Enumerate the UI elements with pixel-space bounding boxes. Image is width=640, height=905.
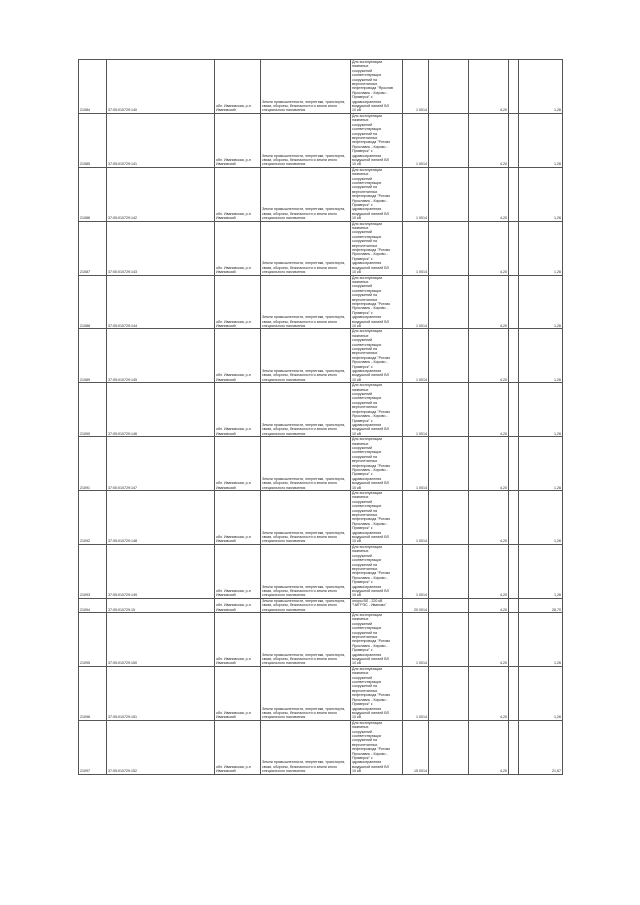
value-cell: 1,26 xyxy=(519,612,563,666)
area-cell: 15 0014 xyxy=(403,720,429,774)
cadastral-number-cell: 37:05:010729:145 xyxy=(107,329,215,383)
land-category-cell: Земли промышленности, энергетики, транспорта, связи, обороны, безопасности и земли иного специального назначения xyxy=(261,383,351,437)
area-cell: 1 0014 xyxy=(403,275,429,329)
value-cell: 1,26 xyxy=(519,437,563,491)
table-row xyxy=(79,666,563,720)
value-cell: 1,26 xyxy=(519,275,563,329)
value-cell: 1,26 xyxy=(519,544,563,598)
rate-cell: 4,20 xyxy=(469,720,509,774)
rate-cell: 4,20 xyxy=(469,598,509,612)
rate-cell: 4,20 xyxy=(469,666,509,720)
cadastral-number-cell: 37:05:010729:143 xyxy=(107,221,215,275)
address-cell: обл. Ивановская, р-н Ивановский xyxy=(215,598,261,612)
rate-cell: 4,20 xyxy=(469,113,509,167)
empty-cell xyxy=(429,666,469,720)
area-cell: 1 0014 xyxy=(403,167,429,221)
value-cell: 1,26 xyxy=(519,329,563,383)
code-cell: 21091 xyxy=(79,437,107,491)
area-cell: 1 0014 xyxy=(403,113,429,167)
purpose-cell: Для эксплуатации наземных сооружений соответствующих сооружений на вертолетанных нефтепровода "Ротово Ярославль - Кирово - Примерск" с здравоохранения воздушной линией ВЛ 10 кВ xyxy=(351,491,403,545)
empty-cell xyxy=(429,383,469,437)
table-row xyxy=(79,167,563,221)
area-cell: 1 0014 xyxy=(403,329,429,383)
purpose-cell: Для эксплуатации наземных сооружений соответствующих сооружений на вертолетанных нефтепровода "Ярослав Ярославль - Кирово - Примерск" с здравоохранения воздушной линией ВЛ 10 кВ xyxy=(351,60,403,114)
empty-cell xyxy=(429,275,469,329)
address-cell: обл. Ивановская, р-н Ивановский xyxy=(215,720,261,774)
land-category-cell: Земли промышленности, энергетики, транспорта, связи, обороны, безопасности и земли иного специального назначения xyxy=(261,60,351,114)
cadastral-table xyxy=(78,59,563,775)
value-cell: 1,26 xyxy=(519,666,563,720)
value-cell: 1,26 xyxy=(519,221,563,275)
address-cell: обл. Ивановская, р-н Ивановский xyxy=(215,437,261,491)
area-cell: 20 0014 xyxy=(403,598,429,612)
value-cell: 26,70 xyxy=(519,598,563,612)
land-category-cell: Земли промышленности, энергетики, транспорта, связи, обороны, безопасности и земли иного специального назначения xyxy=(261,612,351,666)
area-cell: 1 0014 xyxy=(403,666,429,720)
value-cell: 1,26 xyxy=(519,167,563,221)
empty-cell xyxy=(509,491,519,545)
address-cell: обл. Ивановская, р-н Ивановский xyxy=(215,275,261,329)
purpose-cell: Для эксплуатации наземных сооружений соответствующих сооружений на вертолетанных нефтепровода "Ротово Ярославль - Кирово - Примерск" с здравоохранения воздушной линией ВЛ 10 кВ xyxy=(351,329,403,383)
empty-cell xyxy=(429,544,469,598)
rate-cell: 4,20 xyxy=(469,221,509,275)
purpose-cell: Для эксплуатации наземных сооружений соответствующих сооружений на вертолетанных нефтепровода "Ротово Ярославль - Кирово - Примерск" с здравоохранения воздушной линией ВЛ 10 кВ xyxy=(351,383,403,437)
cadastral-number-cell: 37:05:010729:147 xyxy=(107,437,215,491)
cadastral-number-cell: 37:05:010729:144 xyxy=(107,275,215,329)
empty-cell xyxy=(509,113,519,167)
area-cell: 1 0014 xyxy=(403,612,429,666)
empty-cell xyxy=(429,221,469,275)
address-cell: обл. Ивановская, р-н Ивановский xyxy=(215,60,261,114)
cadastral-number-cell: 37:05:010729:149 xyxy=(107,544,215,598)
code-cell: 21085 xyxy=(79,113,107,167)
address-cell: обл. Ивановская, р-н Ивановский xyxy=(215,612,261,666)
value-cell: 1,26 xyxy=(519,383,563,437)
empty-cell xyxy=(509,329,519,383)
empty-cell xyxy=(429,437,469,491)
value-cell: 1,26 xyxy=(519,491,563,545)
purpose-cell: Для эксплуатации наземных сооружений соответствующих сооружений на вертолетанных нефтепровода "Ротово Ярославль - Кирово - Примерск" с здравоохранения воздушной линией ВЛ 10 кВ xyxy=(351,437,403,491)
rate-cell: 4,20 xyxy=(469,383,509,437)
code-cell: 21095 xyxy=(79,612,107,666)
empty-cell xyxy=(509,383,519,437)
purpose-cell: Для эксплуатации наземных сооружений соответствующих сооружений на вертолетанных нефтепровода "Ротово Ярославль - Кирово - Примерск" с здравоохранения воздушной линией ВЛ 10 кВ xyxy=(351,666,403,720)
address-cell: обл. Ивановская, р-н Ивановский xyxy=(215,544,261,598)
empty-cell xyxy=(509,720,519,774)
code-cell: 21089 xyxy=(79,329,107,383)
area-cell: 1 0014 xyxy=(403,544,429,598)
area-cell: 1 0014 xyxy=(403,60,429,114)
land-category-cell: Земли промышленности, энергетики, транспорта, связи, обороны, безопасности и земли иного специального назначения xyxy=(261,221,351,275)
land-category-cell: Земли промышленности, энергетики, транспорта, связи, обороны, безопасности и земли иного специального назначения xyxy=(261,491,351,545)
empty-cell xyxy=(509,60,519,114)
empty-cell xyxy=(509,167,519,221)
table-row xyxy=(79,437,563,491)
rate-cell: 4,20 xyxy=(469,612,509,666)
empty-cell xyxy=(509,544,519,598)
cadastral-number-cell: 37:05:010729:141 xyxy=(107,113,215,167)
empty-cell xyxy=(429,167,469,221)
table-row xyxy=(79,491,563,545)
rate-cell: 4,20 xyxy=(469,329,509,383)
land-category-cell: Земли промышленности, энергетики, транспорта, связи, обороны, безопасности и земли иного специального назначения xyxy=(261,544,351,598)
purpose-cell: Для эксплуатации наземных сооружений соответствующих сооружений на вертолетанных нефтепровода "Ротово Ярославль - Кирово - Примерск" с здравоохранения воздушной линией ВЛ 10 кВ xyxy=(351,167,403,221)
table-row xyxy=(79,329,563,383)
table-row xyxy=(79,60,563,114)
empty-cell xyxy=(509,598,519,612)
code-cell: 21088 xyxy=(79,275,107,329)
purpose-cell: Для эксплуатации наземных сооружений соответствующих сооружений на вертолетанных нефтепровода "Ротово Ярославль - Кирово - Примерск" с здравоохранения воздушной линией ВЛ 10 кВ xyxy=(351,113,403,167)
purpose-cell: опоры ВЛ - 220 кВ "ЧИГРЭС - Иваново" xyxy=(351,598,403,612)
purpose-cell: Для эксплуатации наземных сооружений соответствующих сооружений на вертолетанных нефтепровода "Ротово Ярославль - Кирово - Примерск" с здравоохранения воздушной линией ВЛ 10 кВ xyxy=(351,612,403,666)
code-cell: 21094 xyxy=(79,598,107,612)
address-cell: обл. Ивановская, р-н Ивановский xyxy=(215,666,261,720)
address-cell: обл. Ивановская, р-н Ивановский xyxy=(215,491,261,545)
code-cell: 21096 xyxy=(79,666,107,720)
address-cell: обл. Ивановская, р-н Ивановский xyxy=(215,221,261,275)
empty-cell xyxy=(429,113,469,167)
purpose-cell: Для эксплуатации наземных сооружений соответствующих сооружений на вертолетанных нефтепровода "Ротово Ярославль - Кирово - Примерск" с здравоохранения воздушной линией ВЛ 10 кВ xyxy=(351,544,403,598)
purpose-cell: Для эксплуатации наземных сооружений соответствующих сооружений на вертолетанных нефтепровода "Ротово Ярославль - Кирово - Примерск" с здравоохранения воздушной линией ВЛ 10 кВ xyxy=(351,221,403,275)
rate-cell: 4,20 xyxy=(469,491,509,545)
land-category-cell: Земли промышленности, энергетики, транспорта, связи, обороны, безопасности и земли иного специального назначения xyxy=(261,329,351,383)
table-row xyxy=(79,383,563,437)
purpose-cell: Для эксплуатации наземных сооружений соответствующих сооружений на вертолетанных нефтепровода "Ротово Ярославль - Кирово - Примерск" с здравоохранения воздушной линией ВЛ 10 кВ xyxy=(351,720,403,774)
empty-cell xyxy=(509,437,519,491)
rate-cell: 4,20 xyxy=(469,544,509,598)
cadastral-number-cell: 37:05:010729:150 xyxy=(107,612,215,666)
empty-cell xyxy=(429,612,469,666)
value-cell: 1,26 xyxy=(519,113,563,167)
area-cell: 1 0014 xyxy=(403,383,429,437)
land-category-cell: Земли промышленности, энергетики, транспорта, связи, обороны, безопасности и земли иного специального назначения xyxy=(261,275,351,329)
land-category-cell: Земли промышленности, энергетики, транспорта, связи, обороны, безопасности и земли иного специального назначения xyxy=(261,720,351,774)
code-cell: 21092 xyxy=(79,491,107,545)
empty-cell xyxy=(429,60,469,114)
cadastral-number-cell: 37:05:010729:142 xyxy=(107,167,215,221)
area-cell: 1 0014 xyxy=(403,437,429,491)
code-cell: 21090 xyxy=(79,383,107,437)
rate-cell: 4,20 xyxy=(469,437,509,491)
empty-cell xyxy=(429,598,469,612)
empty-cell xyxy=(509,612,519,666)
empty-cell xyxy=(429,491,469,545)
empty-cell xyxy=(509,275,519,329)
value-cell: 21,67 xyxy=(519,720,563,774)
address-cell: обл. Ивановская, р-н Ивановский xyxy=(215,383,261,437)
cadastral-number-cell: 37:05:010729:15 xyxy=(107,598,215,612)
cadastral-number-cell: 37:05:010729:148 xyxy=(107,491,215,545)
table-row xyxy=(79,221,563,275)
table-row xyxy=(79,598,563,612)
cadastral-number-cell: 37:05:010729:152 xyxy=(107,720,215,774)
empty-cell xyxy=(509,666,519,720)
rate-cell: 4,20 xyxy=(469,275,509,329)
purpose-cell: Для эксплуатации наземных сооружений соответствующих сооружений на вертолетанных нефтепровода "Ротово Ярославль - Кирово - Примерск" с здравоохранения воздушной линией ВЛ 10 кВ xyxy=(351,275,403,329)
table-row xyxy=(79,612,563,666)
empty-cell xyxy=(429,720,469,774)
address-cell: обл. Ивановская, р-н Ивановский xyxy=(215,167,261,221)
cadastral-number-cell: 37:05:010729:151 xyxy=(107,666,215,720)
empty-cell xyxy=(429,329,469,383)
rate-cell: 4,20 xyxy=(469,167,509,221)
table-row xyxy=(79,275,563,329)
address-cell: обл. Ивановская, р-н Ивановский xyxy=(215,329,261,383)
land-category-cell: Земли промышленности, энергетики, транспорта, связи, обороны, безопасности и земли иного специального назначения xyxy=(261,167,351,221)
address-cell: обл. Ивановская, р-н Ивановский xyxy=(215,113,261,167)
table-row xyxy=(79,113,563,167)
land-category-cell: Земли промышленности, энергетики, транспорта, связи, обороны, безопасности и земли иного специального назначения xyxy=(261,113,351,167)
land-category-cell: Земли промышленности, энергетики, транспорта, связи, обороны, безопасности и земли иного специального назначения xyxy=(261,598,351,612)
table-row xyxy=(79,544,563,598)
code-cell: 21097 xyxy=(79,720,107,774)
code-cell: 21093 xyxy=(79,544,107,598)
code-cell: 21087 xyxy=(79,221,107,275)
table-row xyxy=(79,720,563,774)
land-category-cell: Земли промышленности, энергетики, транспорта, связи, обороны, безопасности и земли иного специального назначения xyxy=(261,666,351,720)
area-cell: 1 0014 xyxy=(403,221,429,275)
cadastral-number-cell: 37:05:010729:140 xyxy=(107,60,215,114)
empty-cell xyxy=(509,221,519,275)
cadastral-number-cell: 37:05:010729:146 xyxy=(107,383,215,437)
value-cell: 1,26 xyxy=(519,60,563,114)
rate-cell: 4,20 xyxy=(469,60,509,114)
code-cell: 21084 xyxy=(79,60,107,114)
area-cell: 1 0014 xyxy=(403,491,429,545)
code-cell: 21086 xyxy=(79,167,107,221)
land-category-cell: Земли промышленности, энергетики, транспорта, связи, обороны, безопасности и земли иного специального назначения xyxy=(261,437,351,491)
